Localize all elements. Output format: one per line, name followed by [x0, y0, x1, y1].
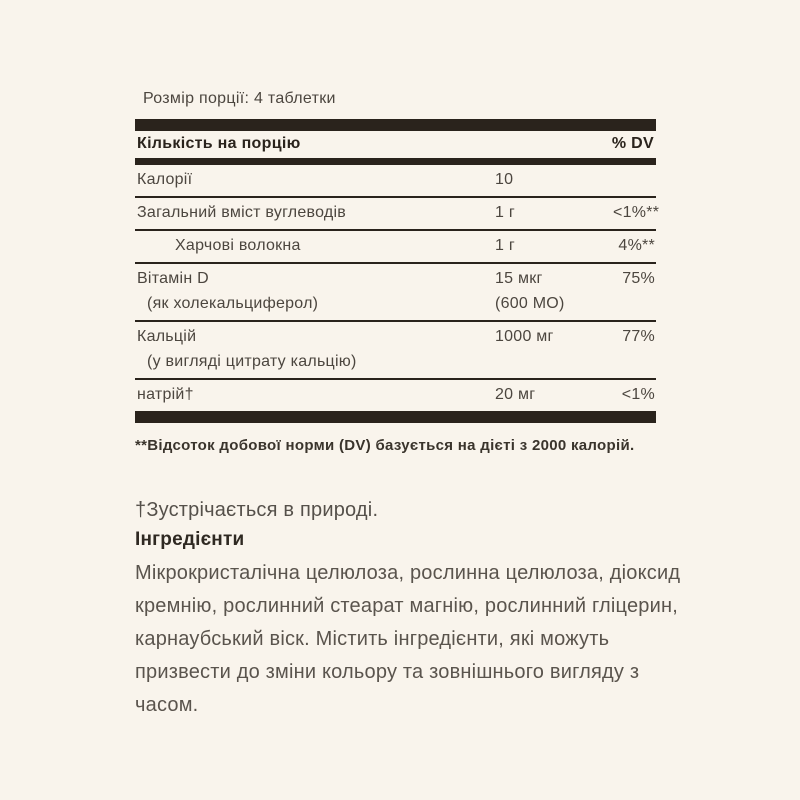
serving-size-label: Розмір порції: — [143, 90, 250, 107]
top-divider-bar — [135, 119, 656, 131]
table-row-vitamin-d — [135, 262, 656, 320]
dv-footnote: **Відсоток добової норми (DV) базується на дієті з 2000 калорій. — [135, 437, 635, 454]
table-row-dietary-fiber — [135, 229, 656, 262]
nutrient-amount: 10 — [495, 171, 514, 188]
nutrient-name-form: (як холекальциферол) — [147, 295, 319, 312]
nutrient-name — [137, 270, 495, 313]
nutrient-name-main: Кальцій — [137, 328, 197, 345]
ingredients-text: Мікрокристалічна целюлоза, рослинна целюлоза, діоксид кремнію, рослинний стеарат магнію, рослинний гліцерин, карнаубський віск. Містить інгредієнти, які можуть призвести до зміни кольору та зовнішнього вигляду з часом. — [135, 561, 681, 716]
bottom-divider-bar — [135, 411, 656, 423]
nutrient-amount-main: 15 мкг — [495, 270, 543, 287]
nutrient-dv: <1%** — [613, 204, 660, 221]
nutrient-amount: 1000 мг — [495, 328, 554, 345]
label-content — [135, 90, 681, 722]
nutrient-rows — [135, 165, 660, 411]
table-row-calcium — [135, 320, 656, 378]
nutrient-dv: <1% — [621, 386, 655, 403]
header-divider-bar — [135, 158, 656, 165]
nutrient-dv — [613, 171, 656, 189]
ingredients-section — [135, 499, 691, 722]
serving-size-value: 4 таблетки — [253, 90, 336, 107]
nutrient-name-form: (у вигляді цитрату кальцію) — [147, 353, 357, 370]
nutrient-name: Калорії — [137, 171, 193, 188]
ingredients-title: Інгредієнти — [135, 528, 245, 550]
nutrient-amount: 1 г — [495, 204, 515, 221]
table-row-calories — [135, 165, 656, 196]
nutrient-amount: 20 мг — [495, 386, 536, 403]
amount-per-serving-header: Кількість на порцію — [137, 135, 301, 152]
nutrient-name: Загальний вміст вуглеводів — [137, 204, 347, 221]
naturally-occurring-note: †Зустрічається в природі. — [135, 498, 379, 521]
table-header-row — [135, 131, 656, 158]
nutrient-amount-iu: (600 МО) — [495, 295, 565, 312]
nutrient-name: Харчові волокна — [175, 237, 301, 254]
percent-dv-header: % DV — [611, 135, 654, 152]
table-row-total-carbs — [135, 196, 660, 229]
nutrient-dv: 77% — [622, 328, 655, 345]
serving-size-line — [135, 90, 656, 108]
nutrient-name: натрій† — [137, 386, 194, 403]
nutrient-amount: 1 г — [495, 237, 515, 254]
nutrient-dv: 4%** — [618, 237, 655, 254]
nutrient-dv: 75% — [622, 270, 655, 287]
nutrient-name-main: Вітамін D — [137, 270, 209, 287]
nutrient-name — [137, 328, 495, 371]
nutrient-amount — [495, 270, 613, 313]
table-row-sodium — [135, 378, 656, 411]
